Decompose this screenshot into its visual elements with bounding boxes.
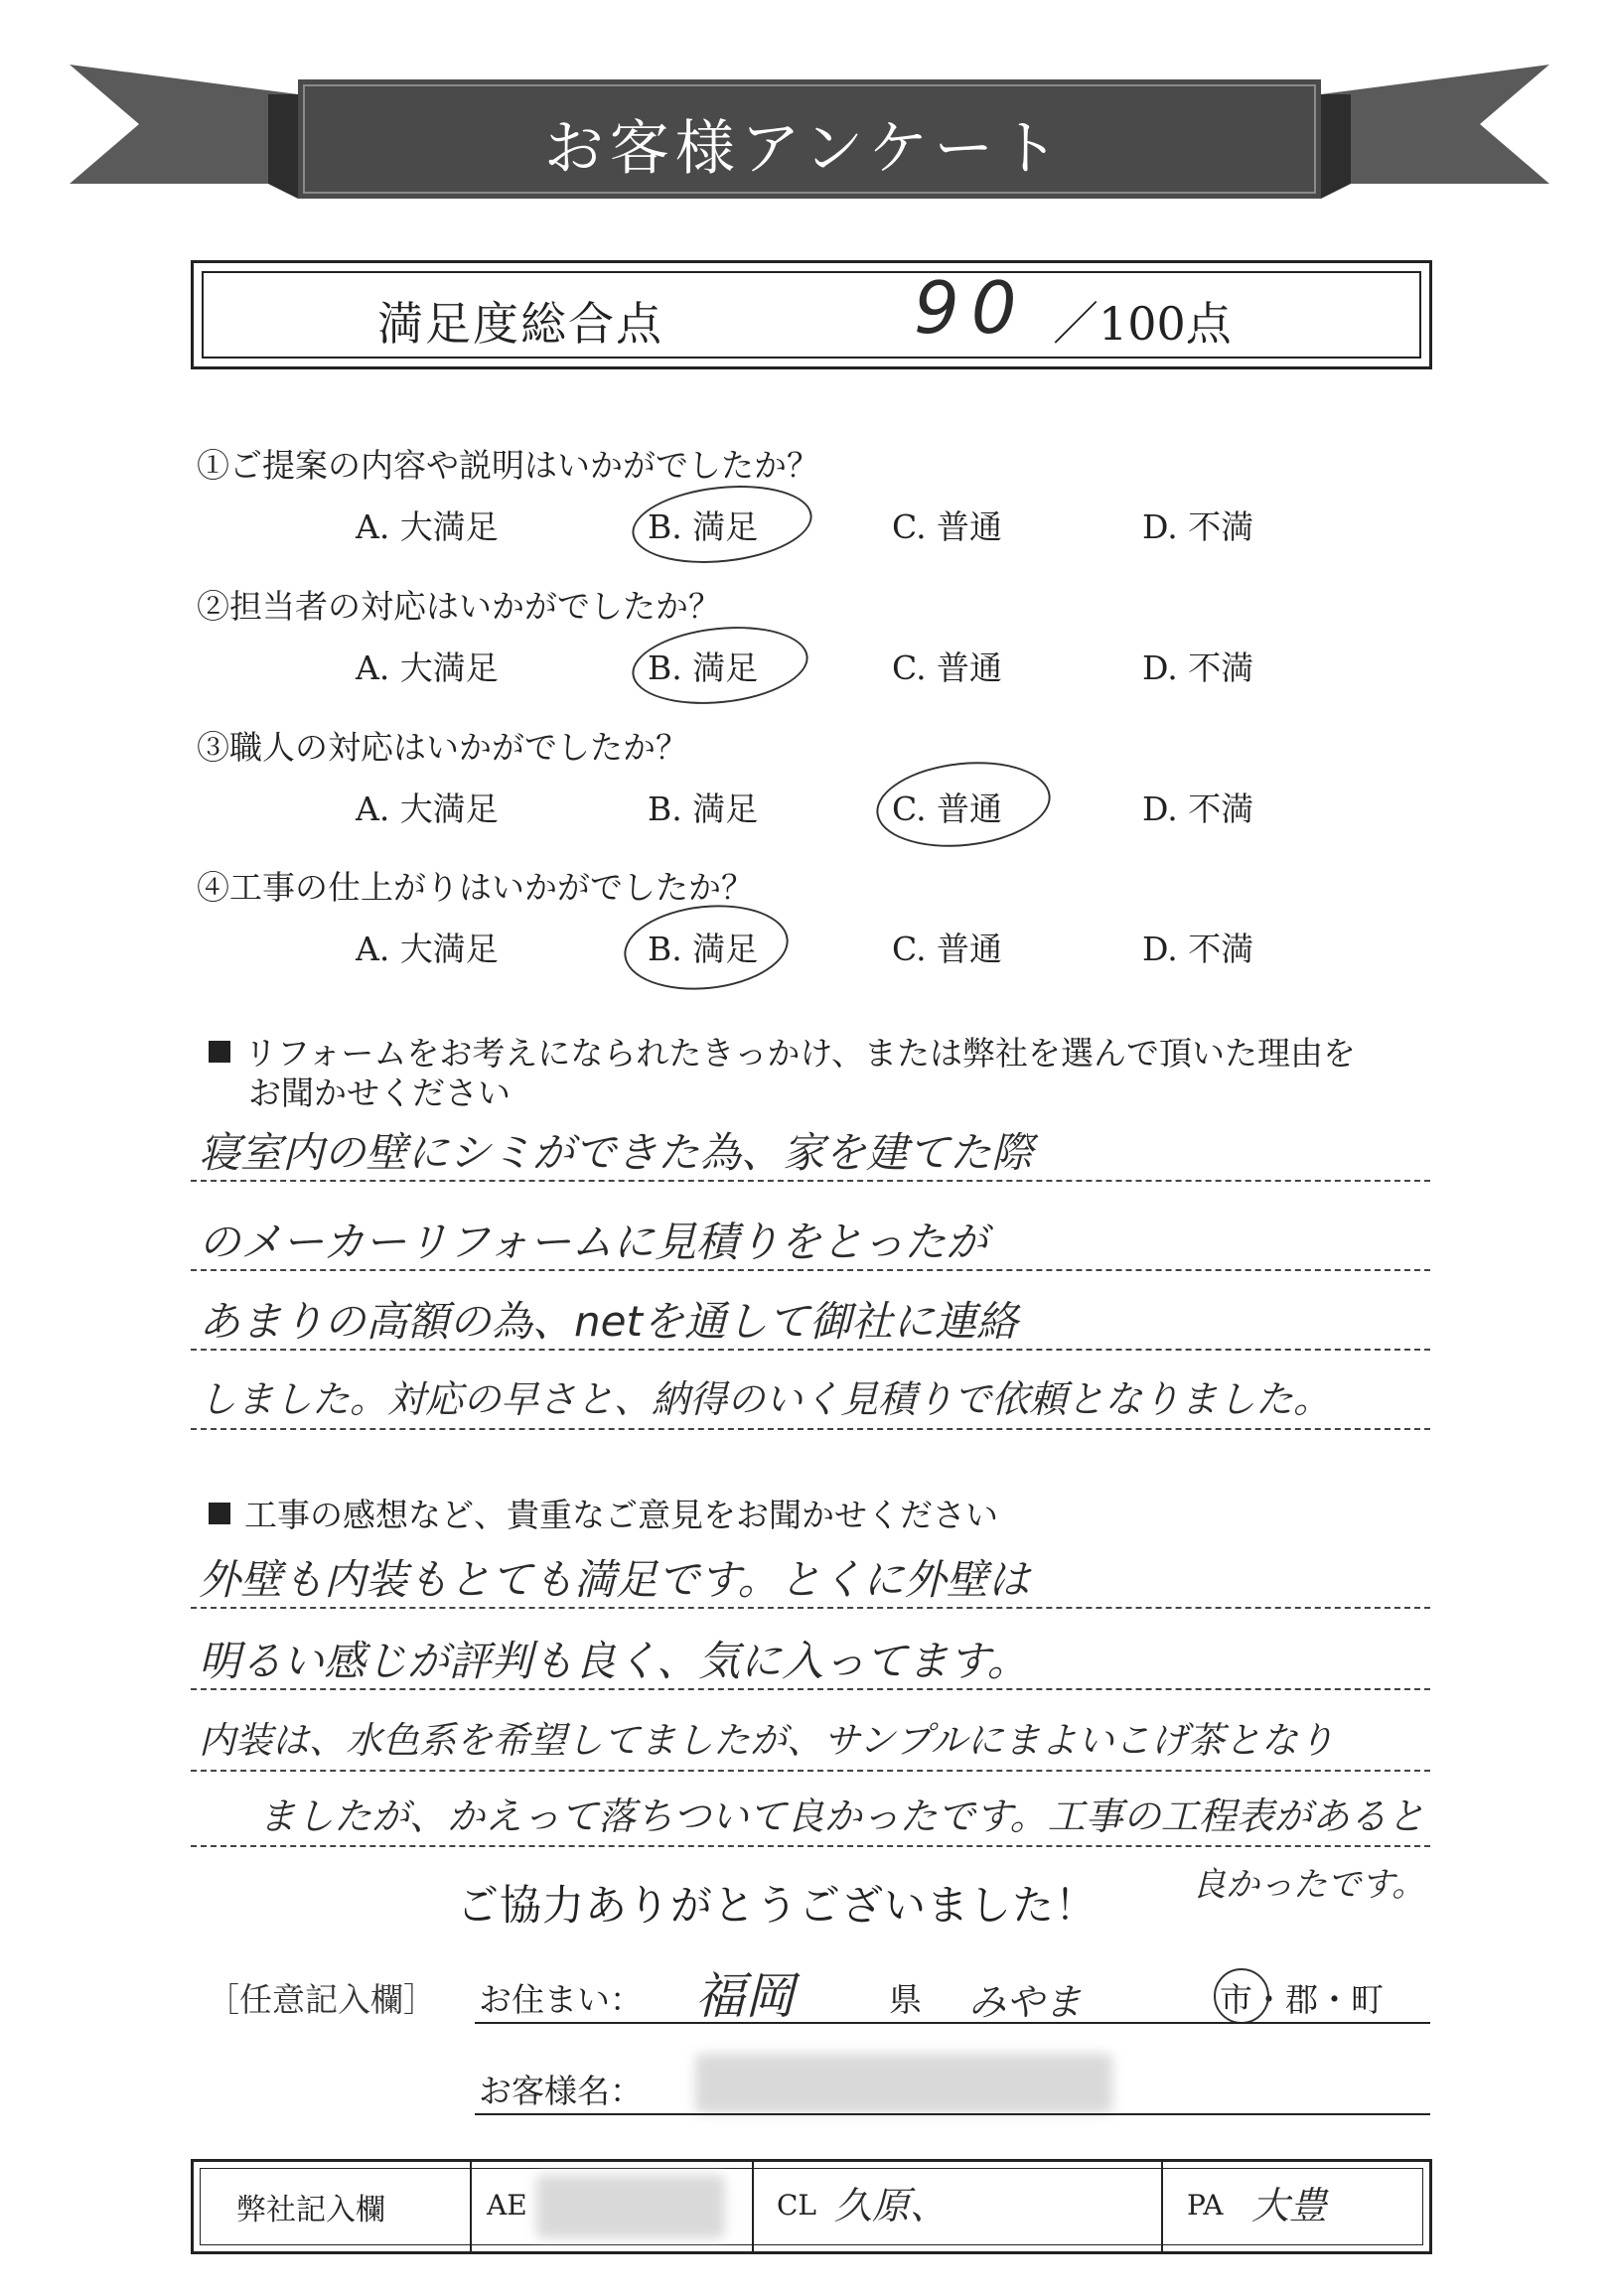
city-value: みやま xyxy=(968,1980,1083,2024)
section1-answer-line-4: しました。対応の早さと、納得のいく見積りで依頼となりました。 xyxy=(199,1377,1332,1421)
section2-answer-line-2: 明るい感じが評判も良く、気に入ってます。 xyxy=(199,1637,1029,1685)
question-4: ④工事の仕上がりはいかがでしたか？ xyxy=(197,868,754,907)
question-2: ②担当者の対応はいかがでしたか？ xyxy=(197,587,721,626)
q2-option-c[interactable]: C. 普通 xyxy=(892,648,1003,687)
q3-option-c[interactable]: C. 普通 xyxy=(892,789,1003,828)
question-1: ①ご提案の内容や説明はいかがでしたか？ xyxy=(197,446,819,485)
q3-option-a[interactable]: A. 大満足 xyxy=(356,789,499,828)
address-label: お住まい： xyxy=(479,1980,643,2019)
optional-section-label: ［任意記入欄］ xyxy=(207,1980,436,2019)
prefecture-suffix: 県 xyxy=(889,1980,922,2019)
name-label: お客様名： xyxy=(479,2072,643,2110)
section2-answer-line-1: 外壁も内装もとても満足です。とくに外壁は xyxy=(199,1555,1030,1604)
q1-option-c[interactable]: C. 普通 xyxy=(892,507,1003,546)
q2-option-d[interactable]: D. 不満 xyxy=(1142,648,1254,687)
section2-heading: 工事の感想など、貴重なご意見をお聞かせください xyxy=(209,1490,998,1536)
answer-rule xyxy=(191,1349,1430,1351)
score-value: 90 xyxy=(914,266,1029,350)
q3-option-b[interactable]: B. 満足 xyxy=(648,789,759,828)
q4-option-a[interactable]: A. 大満足 xyxy=(356,930,499,968)
q2-option-a[interactable]: A. 大満足 xyxy=(356,648,499,687)
redacted-ae xyxy=(536,2175,725,2238)
q1-option-d[interactable]: D. 不満 xyxy=(1142,507,1254,546)
q4-option-b[interactable]: B. 満足 xyxy=(648,930,759,968)
prefecture-value: 福岡 xyxy=(695,1967,795,2025)
answer-rule xyxy=(191,1688,1430,1690)
answer-rule xyxy=(191,1180,1430,1182)
ae-label: AE xyxy=(487,2189,527,2222)
square-bullet-icon xyxy=(209,1041,230,1063)
q1-option-b[interactable]: B. 満足 xyxy=(648,507,759,546)
cl-label: CL xyxy=(777,2189,817,2222)
city-type-options: 市・郡・町 xyxy=(1220,1980,1384,2019)
answer-rule xyxy=(191,1770,1430,1772)
answer-rule xyxy=(191,1269,1430,1271)
q1-option-a[interactable]: A. 大満足 xyxy=(356,507,499,546)
q3-option-d[interactable]: D. 不満 xyxy=(1142,789,1254,828)
answer-rule xyxy=(191,1845,1430,1847)
q4-selection-circle xyxy=(620,898,793,998)
answer-rule xyxy=(191,1607,1430,1609)
section1-answer-line-1: 寝室内の壁にシミができた為、家を建てた際 xyxy=(199,1128,1034,1177)
address-underline xyxy=(475,2022,1430,2024)
section1-heading-cont: お聞かせください xyxy=(248,1074,511,1112)
section1-answer-line-3: あまりの高額の為、netを通して御社に連絡 xyxy=(199,1297,1018,1346)
q2-option-b[interactable]: B. 満足 xyxy=(648,648,759,687)
q4-option-c[interactable]: C. 普通 xyxy=(892,930,1003,968)
q3-selection-circle xyxy=(872,754,1055,855)
pa-value: 大豊 xyxy=(1251,2184,1328,2227)
name-underline xyxy=(475,2113,1430,2115)
score-label: 満足度総合点 xyxy=(377,297,663,351)
pa-label: PA xyxy=(1187,2189,1224,2222)
section1-heading: リフォームをお考えになられたきっかけ、または弊社を選んで頂いた理由を xyxy=(209,1028,1356,1075)
question-3: ③職人の対応はいかがでしたか？ xyxy=(197,728,688,767)
cl-value: 久原、 xyxy=(834,2184,949,2227)
answer-rule xyxy=(191,1428,1430,1430)
score-max: ／100点 xyxy=(1053,297,1232,351)
section2-answer-line-3: 内装は、水色系を希望してましたが、サンプルにまよいこげ茶となり xyxy=(199,1719,1335,1762)
thanks-message: ご協力ありがとうございました！ xyxy=(457,1881,1099,1930)
section1-answer-line-2: のメーカーリフォームに見積りをとったが xyxy=(199,1218,988,1266)
office-use-label: 弊社記入欄 xyxy=(236,2193,385,2227)
redacted-name xyxy=(695,2054,1112,2113)
survey-title: お客様アンケート xyxy=(543,114,1066,184)
q4-option-d[interactable]: D. 不満 xyxy=(1142,930,1254,968)
square-bullet-icon xyxy=(209,1503,230,1524)
q2-selection-circle xyxy=(629,619,812,712)
section2-answer-line-4: ましたが、かえって落ちついて良かったです。工事の工程表があると xyxy=(258,1794,1425,1838)
section2-answer-line-5: 良かったです。 xyxy=(1192,1865,1426,1905)
q1-selection-circle xyxy=(629,478,816,572)
